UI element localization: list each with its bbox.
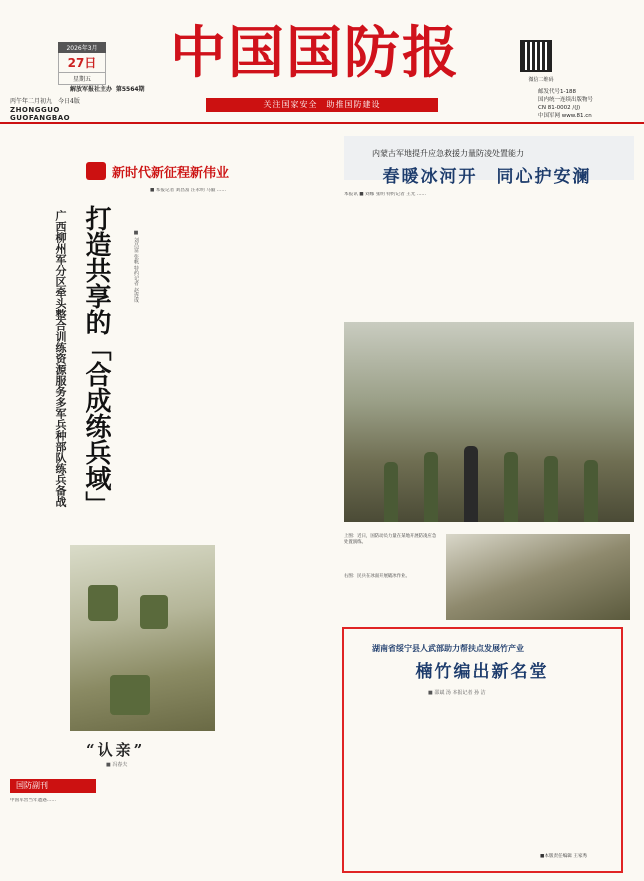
cn-label: 国内统一连续出版物号 (538, 97, 594, 103)
left-story-byline: ■ 刘昌富 张帆 特约记者 赵连成 (133, 230, 139, 303)
left-story-body-1: ■ 本报记者 刘昌富 汪永明 马毅 …… (150, 188, 226, 193)
left-column-text (10, 564, 66, 774)
left-story-body-2 (230, 188, 328, 528)
section-logo-icon (86, 162, 106, 180)
section-label: 新时代新征程新伟业 (112, 165, 230, 181)
sponsor-label: 解放军报社主办 (70, 86, 113, 93)
feature-kicker: 湖南省绥宁县人武部助力帮扶点发展竹产业 (372, 644, 524, 653)
left-story-headline: 打造共享的「合成练兵域」 (81, 205, 111, 517)
militia-photo (446, 534, 630, 620)
photo-caption-lower: 右图：民兵在冰面开展破冰作业。 (344, 574, 410, 579)
right-story-kicker: 内蒙古军地提升应急救援力量防凌处置能力 (372, 149, 524, 158)
newspaper-title: 中国国防报 (170, 20, 460, 86)
renqin-title: “认亲” (86, 741, 146, 759)
date-block (58, 42, 106, 85)
section-header (86, 161, 229, 181)
feature-headline: 楠竹编出新名堂 (415, 662, 549, 682)
pinyin-title: ZHONGGUO GUOFANGBAO (10, 106, 71, 122)
right-story-body: 本报讯 ■ 刘娜 张明 特约记者 王光 …… (344, 192, 427, 197)
training-photo (70, 545, 215, 731)
date-weekday: 星期五 (58, 73, 106, 85)
qr-caption: 微信二维码 (528, 77, 554, 83)
date-year-month: 2026年3月 (58, 42, 106, 53)
postal-code: 邮发代号1-188 (538, 89, 576, 95)
left-story-subhead: 广西柳州军分区牵头整合训练资源服务多军兵种部队练兵备战 (54, 210, 67, 507)
page-editor: ■本版责任编辑 王家秀 (540, 854, 588, 859)
cn-number: CN 81-0002 /(J) (538, 105, 581, 111)
qr-code-icon (520, 40, 552, 72)
mast-right-info (538, 88, 593, 120)
sponsor-line (70, 84, 145, 93)
mast-left-info (10, 98, 120, 122)
rescue-photo (344, 322, 634, 522)
slogan-banner: 关注国家安全 助推国防建设 (206, 98, 438, 112)
right-story-headline: 春暖冰河开 同心护安澜 (382, 167, 592, 187)
website: 中国军网 www.81.cn (538, 113, 592, 119)
photo-side-text (222, 545, 326, 731)
defense-column-body: 中国军营当年遭遇…… (10, 798, 56, 803)
defense-column-tag: 国防副刊 (10, 779, 96, 793)
lunar-date: 丙午年二月初九 今日4版 (10, 98, 80, 105)
masthead-rule (0, 122, 644, 124)
feature-body (350, 704, 616, 849)
masthead (0, 0, 644, 124)
feature-byline: ■ 邵斌 汤 本报记者 孙 洁 (428, 690, 486, 696)
renqin-byline: ■ 冯春夫 (106, 762, 128, 768)
renqin-body (100, 770, 330, 870)
date-day: 27日 (58, 53, 106, 73)
issue-number: 第5564期 (115, 86, 145, 93)
photo-caption-upper: 上图：近日，国防动员力量在某地开展防凌应急处置演练。 (344, 534, 437, 545)
